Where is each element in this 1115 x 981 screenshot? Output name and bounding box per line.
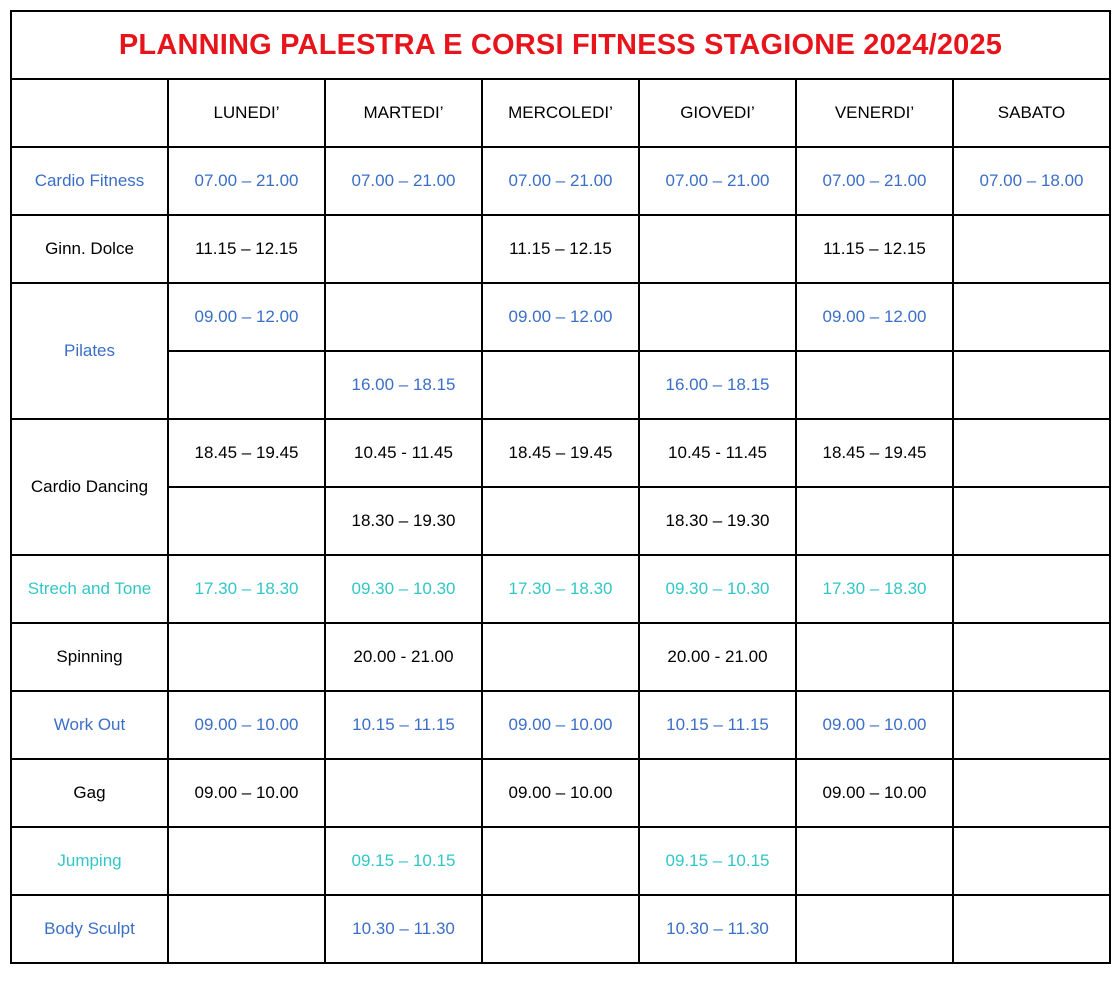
slot-cell: 18.45 – 19.45 xyxy=(796,419,953,487)
slot-cell: 09.00 – 10.00 xyxy=(796,759,953,827)
slot-cell: 17.30 – 18.30 xyxy=(168,555,325,623)
course-name-body-sculpt: Body Sculpt xyxy=(11,895,168,963)
row-pilates-1 xyxy=(11,283,1110,351)
slot-cell: 10.45 - 11.45 xyxy=(325,419,482,487)
slot-cell xyxy=(953,623,1110,691)
slot-cell: 09.15 – 10.15 xyxy=(639,827,796,895)
slot-cell xyxy=(953,351,1110,419)
slot-cell xyxy=(953,555,1110,623)
slot-cell xyxy=(168,487,325,555)
slot-cell xyxy=(168,351,325,419)
slot-cell xyxy=(953,895,1110,963)
slot-cell: 10.45 - 11.45 xyxy=(639,419,796,487)
page-title: PLANNING PALESTRA E CORSI FITNESS STAGIONE 2024/2025 xyxy=(118,28,1003,61)
slot-cell: 07.00 – 21.00 xyxy=(168,147,325,215)
row-cardio-fitness xyxy=(11,147,1110,215)
slot-cell: 09.00 – 10.00 xyxy=(482,759,639,827)
slot-cell xyxy=(953,419,1110,487)
course-name-gag: Gag xyxy=(11,759,168,827)
row-cardio-dancing-2 xyxy=(11,487,1110,555)
slot-cell: 09.00 – 10.00 xyxy=(168,691,325,759)
day-header-friday: VENERDI’ xyxy=(796,79,953,147)
slot-cell: 09.00 – 10.00 xyxy=(796,691,953,759)
slot-cell: 09.15 – 10.15 xyxy=(325,827,482,895)
slot-cell: 07.00 – 21.00 xyxy=(639,147,796,215)
course-name-jumping: Jumping xyxy=(11,827,168,895)
slot-cell xyxy=(953,283,1110,351)
slot-cell: 07.00 – 21.00 xyxy=(325,147,482,215)
slot-cell xyxy=(325,283,482,351)
title-cell xyxy=(11,11,1110,79)
slot-cell: 18.30 – 19.30 xyxy=(325,487,482,555)
slot-cell xyxy=(639,759,796,827)
course-name-ginn-dolce: Ginn. Dolce xyxy=(11,215,168,283)
slot-cell: 09.30 – 10.30 xyxy=(325,555,482,623)
row-ginn-dolce xyxy=(11,215,1110,283)
course-name-cardio-fitness: Cardio Fitness xyxy=(11,147,168,215)
slot-cell xyxy=(639,283,796,351)
slot-cell xyxy=(953,759,1110,827)
slot-cell: 09.00 – 10.00 xyxy=(168,759,325,827)
slot-cell: 07.00 – 18.00 xyxy=(953,147,1110,215)
slot-cell: 20.00 - 21.00 xyxy=(325,623,482,691)
slot-cell: 10.15 – 11.15 xyxy=(639,691,796,759)
slot-cell xyxy=(168,623,325,691)
slot-cell xyxy=(325,215,482,283)
slot-cell: 10.15 – 11.15 xyxy=(325,691,482,759)
row-strech-and-tone xyxy=(11,555,1110,623)
slot-cell xyxy=(953,215,1110,283)
slot-cell xyxy=(953,691,1110,759)
schedule-sheet xyxy=(10,10,1109,964)
course-name-strech-and-tone: Strech and Tone xyxy=(11,555,168,623)
slot-cell: 18.45 – 19.45 xyxy=(482,419,639,487)
slot-cell xyxy=(796,623,953,691)
row-spinning xyxy=(11,623,1110,691)
slot-cell: 09.30 – 10.30 xyxy=(639,555,796,623)
row-pilates-2 xyxy=(11,351,1110,419)
slot-cell: 18.45 – 19.45 xyxy=(168,419,325,487)
slot-cell: 09.00 – 12.00 xyxy=(168,283,325,351)
slot-cell: 10.30 – 11.30 xyxy=(639,895,796,963)
row-body-sculpt xyxy=(11,895,1110,963)
day-header-thursday: GIOVEDI’ xyxy=(639,79,796,147)
slot-cell: 17.30 – 18.30 xyxy=(482,555,639,623)
slot-cell xyxy=(482,827,639,895)
slot-cell: 16.00 – 18.15 xyxy=(325,351,482,419)
slot-cell: 09.00 – 12.00 xyxy=(482,283,639,351)
course-name-pilates: Pilates xyxy=(11,283,168,419)
slot-cell xyxy=(796,827,953,895)
slot-cell xyxy=(482,351,639,419)
slot-cell xyxy=(482,623,639,691)
row-cardio-dancing-1 xyxy=(11,419,1110,487)
slot-cell: 20.00 - 21.00 xyxy=(639,623,796,691)
course-name-cardio-dancing: Cardio Dancing xyxy=(11,419,168,555)
day-header-saturday: SABATO xyxy=(953,79,1110,147)
row-gag xyxy=(11,759,1110,827)
course-name-work-out: Work Out xyxy=(11,691,168,759)
slot-cell xyxy=(796,351,953,419)
slot-cell: 09.00 – 10.00 xyxy=(482,691,639,759)
slot-cell: 07.00 – 21.00 xyxy=(796,147,953,215)
slot-cell xyxy=(796,895,953,963)
row-work-out xyxy=(11,691,1110,759)
day-header-monday: LUNEDI’ xyxy=(168,79,325,147)
slot-cell: 11.15 – 12.15 xyxy=(796,215,953,283)
slot-cell xyxy=(953,827,1110,895)
day-header-wednesday: MERCOLEDI’ xyxy=(482,79,639,147)
day-header-tuesday: MARTEDI’ xyxy=(325,79,482,147)
slot-cell xyxy=(796,487,953,555)
slot-cell xyxy=(482,895,639,963)
corner-cell xyxy=(11,79,168,147)
slot-cell: 18.30 – 19.30 xyxy=(639,487,796,555)
slot-cell: 10.30 – 11.30 xyxy=(325,895,482,963)
slot-cell: 07.00 – 21.00 xyxy=(482,147,639,215)
slot-cell: 16.00 – 18.15 xyxy=(639,351,796,419)
slot-cell xyxy=(639,215,796,283)
slot-cell xyxy=(168,895,325,963)
row-jumping xyxy=(11,827,1110,895)
slot-cell: 09.00 – 12.00 xyxy=(796,283,953,351)
slot-cell xyxy=(325,759,482,827)
slot-cell xyxy=(168,827,325,895)
header-row xyxy=(11,79,1110,147)
course-name-spinning: Spinning xyxy=(11,623,168,691)
slot-cell xyxy=(953,487,1110,555)
schedule-table xyxy=(10,10,1111,964)
slot-cell: 11.15 – 12.15 xyxy=(168,215,325,283)
slot-cell: 11.15 – 12.15 xyxy=(482,215,639,283)
slot-cell: 17.30 – 18.30 xyxy=(796,555,953,623)
slot-cell xyxy=(482,487,639,555)
